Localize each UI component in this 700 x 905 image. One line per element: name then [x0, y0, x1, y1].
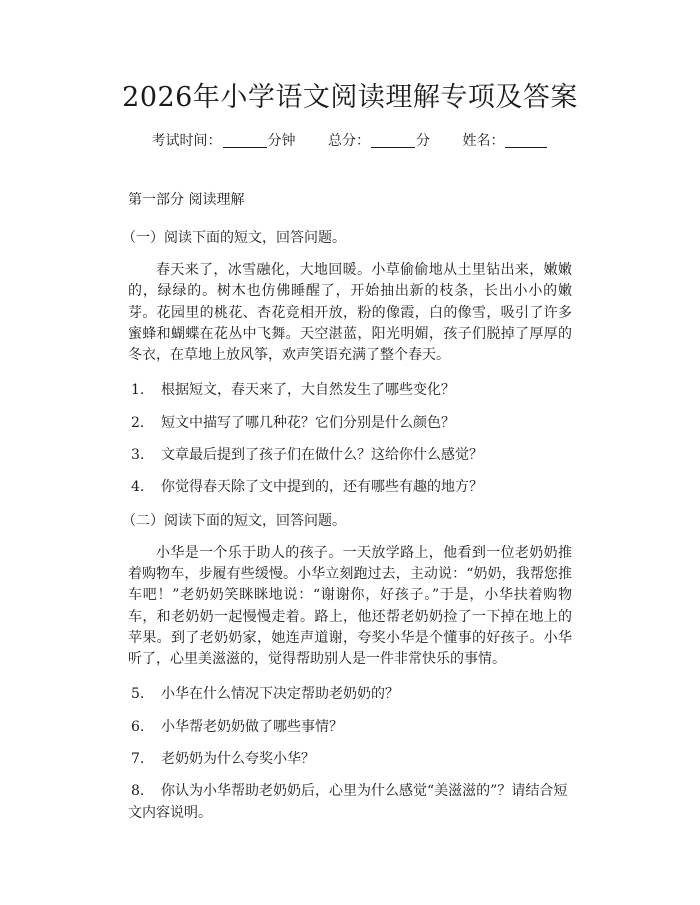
question-text: 你认为小华帮助老奶奶后，心里为什么感觉“美滋滋的”？请结合短文内容说明。	[128, 783, 568, 821]
question-item	[128, 477, 572, 498]
question-item	[128, 413, 572, 434]
reading-passage: 春天来了，冰雪融化，大地回暖。小草偷偷地从土里钻出来，嫩嫩的，绿绿的。树木也仿佛睡醒了，开始抽出新的枝条，长出小小的嫩芽。花园里的桃花、杏花竞相开放，粉的像霞，白的像雪，吸引了许多蜜蜂和蝴蝶在花丛中飞舞。天空湛蓝，阳光明媚，孩子们脱掉了厚厚的冬衣，在草地上放风筝，欢声笑语充满了整个春天。	[128, 262, 572, 364]
question-text: 文章最后提到了孩子们在做什么？这给你什么感觉？	[161, 447, 483, 464]
question-text: 小华帮老奶奶做了哪些事情？	[161, 718, 343, 735]
question-text: 短文中描写了哪几种花？它们分别是什么颜色？	[161, 414, 455, 431]
question-item	[128, 781, 572, 824]
main-content	[122, 190, 572, 835]
exam-info-line	[0, 131, 700, 151]
exam-time-unit: 分钟	[267, 133, 296, 149]
question-text: 根据短文，春天来了，大自然发生了哪些变化？	[161, 382, 455, 399]
page-title: 2026年小学语文阅读理解专项及答案	[122, 82, 578, 113]
total-score-unit: 分	[416, 133, 430, 149]
exam-time-field	[152, 133, 296, 149]
section-title: （二）阅读下面的短文，回答问题。	[122, 512, 346, 529]
question-number: 7.	[131, 751, 145, 768]
question-number: 6.	[131, 718, 145, 735]
question-item	[128, 684, 572, 705]
total-score-blank	[371, 133, 415, 148]
question-text: 小华在什么情况下决定帮助老奶奶的？	[161, 686, 399, 703]
student-name-blank	[505, 133, 547, 148]
exam-time-label: 考试时间：	[151, 133, 222, 149]
section-title: （一）阅读下面的短文，回答问题。	[122, 230, 346, 246]
question-item	[128, 749, 572, 770]
student-name-field	[462, 133, 548, 149]
reading-passage: 小华是一个乐于助人的孩子。一天放学路上，他看到一位老奶奶推着购物车，步履有些缓慢。小华立刻跑过去，主动说：“奶奶，我帮您推车吧！”老奶奶笑眯眯地说：“谢谢你，好孩子。”于是，小华扶着购物车，和老奶奶一起慢慢走着。路上，他还帮老奶奶捡了一下掉在地上的苹果。到了老奶奶家，她连声道谢，夸奖小华是个懂事的好孩子。小华听了，心里美滋滋的，觉得帮助别人是一件非常快乐的事情。	[128, 544, 572, 668]
total-score-field	[328, 133, 430, 149]
question-number: 4.	[131, 479, 145, 496]
total-score-label: 总分：	[328, 133, 370, 149]
question-item	[128, 380, 572, 401]
question-number: 2.	[131, 414, 145, 431]
question-text: 你觉得春天除了文中提到的，还有哪些有趣的地方？	[161, 479, 483, 496]
question-number: 1.	[131, 382, 145, 399]
question-number: 3.	[131, 447, 145, 464]
student-name-label: 姓名：	[462, 133, 505, 149]
question-text: 老奶奶为什么夸奖小华？	[161, 751, 315, 768]
exam-time-blank	[223, 133, 267, 148]
question-item	[128, 717, 572, 738]
part-title: 第一部分 阅读理解	[128, 192, 245, 208]
question-number: 5.	[131, 686, 145, 703]
question-number: 8.	[131, 783, 145, 800]
question-item	[128, 445, 572, 466]
